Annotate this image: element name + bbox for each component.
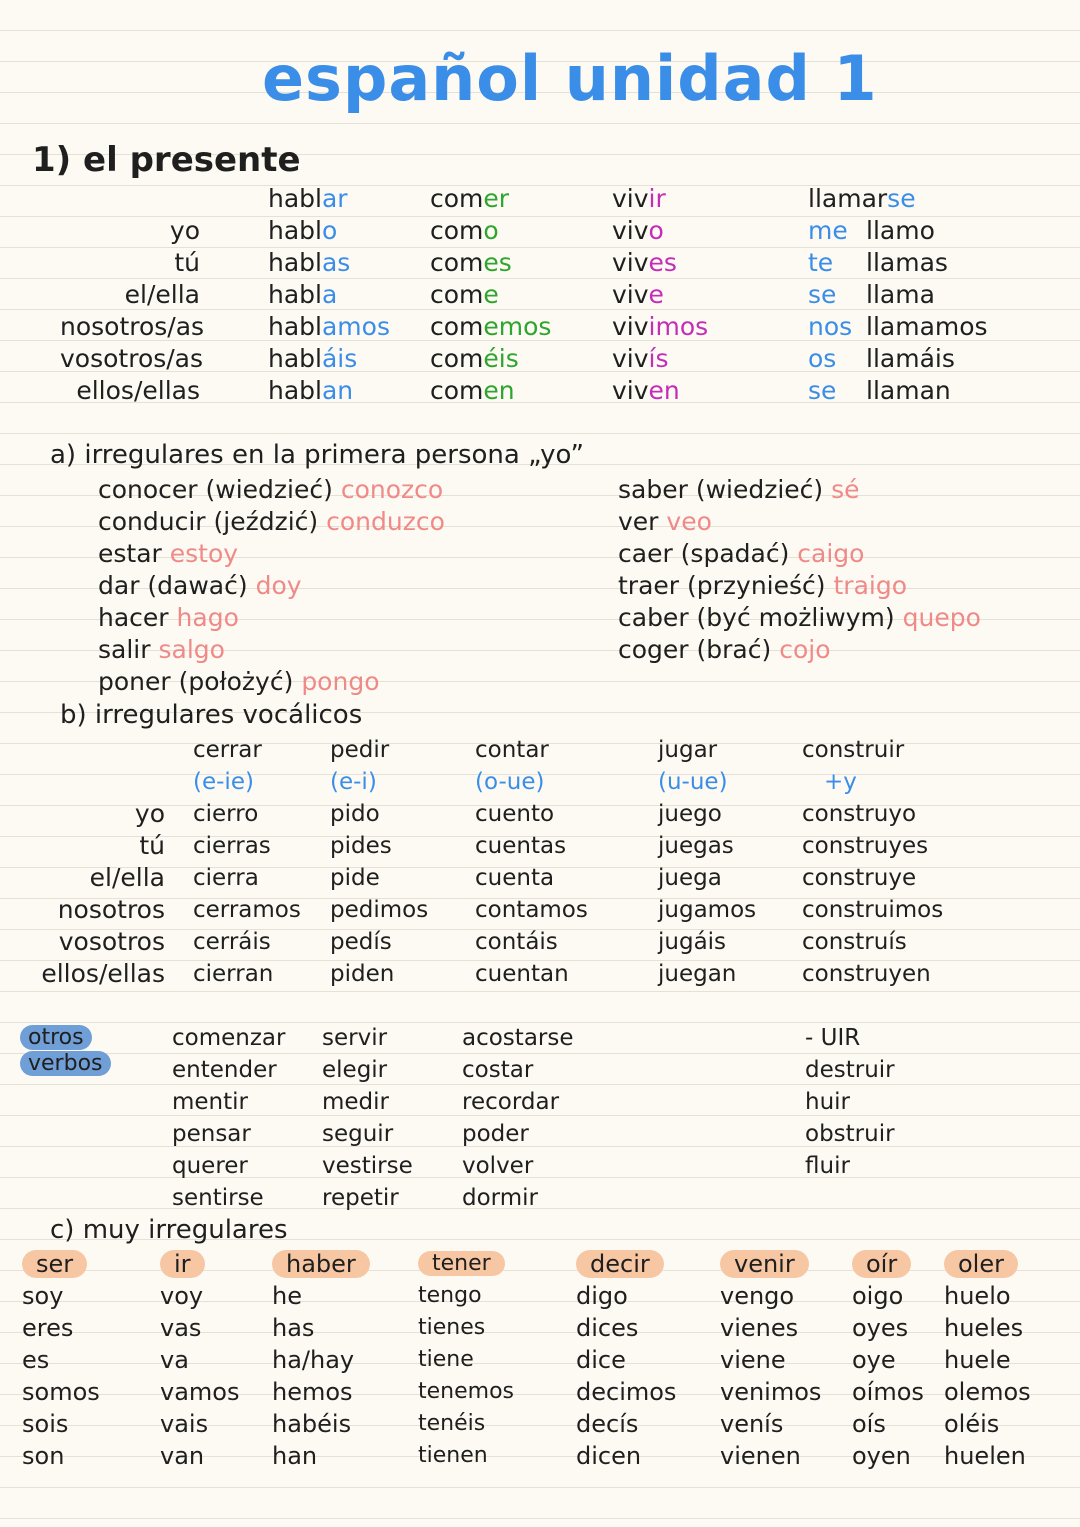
- form: [268, 215, 390, 247]
- text-item: oigo: [852, 1282, 904, 1310]
- text-item: cierras: [193, 833, 271, 859]
- form: [268, 375, 390, 407]
- text-item: llamas: [866, 248, 948, 277]
- text-item: eres: [22, 1314, 74, 1342]
- text-item: viv: [612, 280, 649, 309]
- text-item: poner (położyć): [98, 667, 294, 696]
- text-item: yo: [134, 799, 165, 828]
- form: [808, 215, 988, 247]
- form: [430, 375, 551, 407]
- verb-entry: [618, 570, 981, 602]
- text-item: ver: [618, 507, 659, 536]
- text-item: querer: [172, 1153, 248, 1179]
- text-item: cierra: [193, 865, 259, 891]
- text-item: otros: [20, 1025, 92, 1050]
- text-item: llaman: [866, 376, 951, 405]
- text-item: llamamos: [866, 312, 988, 341]
- text-item: construyen: [802, 961, 931, 987]
- text-item: se: [808, 376, 837, 405]
- text-item: tienen: [418, 1443, 488, 1468]
- text-item: haber: [272, 1250, 370, 1278]
- form: [808, 247, 988, 279]
- text-item: viv: [612, 248, 649, 277]
- verb-column-ir: [160, 1248, 239, 1472]
- form: [268, 247, 390, 279]
- form: [612, 279, 708, 311]
- text-item: hacer: [98, 603, 169, 632]
- text-item: decimos: [576, 1378, 677, 1406]
- text-item: estoy: [169, 539, 239, 568]
- pronoun: nosotros/as: [60, 312, 205, 341]
- text-item: salgo: [158, 635, 225, 664]
- text-item: medir: [322, 1089, 390, 1115]
- section-heading-muy-irregulares: c) muy irregulares: [50, 1215, 288, 1245]
- text-item: vienen: [720, 1442, 801, 1470]
- text-item: contamos: [475, 897, 588, 923]
- text-item: (u-ue): [658, 769, 728, 795]
- text-item: viene: [720, 1346, 786, 1374]
- infinitive: [268, 183, 390, 215]
- text-item: acostarse: [462, 1025, 574, 1051]
- text-item: com: [430, 312, 484, 341]
- text-item: viv: [612, 312, 649, 341]
- text-item: cerrar: [193, 737, 262, 763]
- infinitive: [430, 183, 551, 215]
- verb-entry: [618, 634, 981, 666]
- text-item: llamo: [866, 216, 935, 245]
- text-item: habl: [268, 184, 322, 213]
- text-item: tienes: [418, 1315, 486, 1340]
- text-item: dicen: [576, 1442, 642, 1470]
- text-item: tenemos: [418, 1379, 514, 1404]
- text-item: oímos: [852, 1378, 924, 1406]
- text-item: caer (spadać): [618, 539, 790, 568]
- verb-entry: [98, 570, 445, 602]
- text-item: emos: [483, 312, 552, 341]
- text-item: juega: [658, 865, 722, 891]
- text-item: construyes: [802, 833, 929, 859]
- text-item: construyo: [802, 801, 917, 827]
- verb-column-haber: [272, 1248, 370, 1472]
- form: [612, 311, 708, 343]
- infinitive: [808, 183, 988, 215]
- text-item: oye: [852, 1346, 896, 1374]
- text-item: conduzco: [326, 507, 445, 536]
- otros-col2: [322, 1022, 413, 1214]
- text-item: se: [887, 184, 916, 213]
- text-item: en: [648, 376, 680, 405]
- text-item: +y: [824, 769, 857, 795]
- text-item: volver: [462, 1153, 534, 1179]
- text-item: somos: [22, 1378, 100, 1406]
- text-item: cojo: [779, 635, 831, 664]
- text-item: a: [321, 280, 338, 309]
- text-item: llamáis: [866, 344, 955, 373]
- section-heading-vocalicos: b) irregulares vocálicos: [60, 700, 363, 730]
- text-item: traigo: [833, 571, 907, 600]
- verb-column-oir: [852, 1248, 924, 1472]
- text-item: decir: [576, 1250, 664, 1278]
- text-item: llamar: [808, 184, 888, 213]
- text-item: vamos: [160, 1378, 240, 1406]
- text-item: habl: [268, 344, 322, 373]
- form: [612, 375, 708, 407]
- text-item: cierro: [193, 801, 259, 827]
- text-item: fluir: [805, 1153, 850, 1179]
- text-item: se: [808, 280, 837, 309]
- text-item: vestirse: [322, 1153, 413, 1179]
- text-item: cuentan: [475, 961, 569, 987]
- text-item: el/ella: [89, 863, 165, 892]
- text-item: (e-i): [330, 769, 377, 795]
- text-item: servir: [322, 1025, 388, 1051]
- text-item: venís: [720, 1410, 784, 1438]
- otros-col1: [172, 1022, 285, 1214]
- verb-entry: [98, 506, 445, 538]
- text-item: vas: [160, 1314, 202, 1342]
- text-item: tú: [139, 831, 165, 860]
- text-item: vengo: [720, 1282, 795, 1310]
- verb-column-tener: [418, 1248, 514, 1472]
- text-item: áis: [321, 344, 358, 373]
- text-item: com: [430, 184, 484, 213]
- text-item: es: [648, 248, 677, 277]
- text-item: piden: [330, 961, 395, 987]
- text-item: sentirse: [172, 1185, 264, 1211]
- text-item: hago: [176, 603, 239, 632]
- verb-column-contar: [475, 734, 588, 990]
- text-item: poder: [462, 1121, 529, 1147]
- text-item: construye: [802, 865, 917, 891]
- verb-entry: [98, 666, 445, 698]
- text-item: jugar: [658, 737, 718, 763]
- text-item: son: [22, 1442, 65, 1470]
- text-item: com: [430, 344, 484, 373]
- form: [612, 215, 708, 247]
- text-item: verbos: [20, 1051, 111, 1076]
- verb-entry: [98, 602, 445, 634]
- text-item: sé: [831, 475, 860, 504]
- text-item: salir: [98, 635, 151, 664]
- text-item: habl: [268, 376, 322, 405]
- text-item: hueles: [944, 1314, 1024, 1342]
- pronoun: yo: [169, 216, 200, 245]
- text-item: tener: [418, 1251, 505, 1276]
- form: [430, 279, 551, 311]
- text-item: pensar: [172, 1121, 251, 1147]
- text-item: com: [430, 280, 484, 309]
- text-item: o: [321, 216, 338, 245]
- text-item: tengo: [418, 1283, 482, 1308]
- text-item: ar: [321, 184, 348, 213]
- otros-verbos-label: [20, 1025, 111, 1077]
- text-item: jugáis: [658, 929, 727, 955]
- text-item: viv: [612, 376, 649, 405]
- text-item: habl: [268, 280, 322, 309]
- form: [808, 311, 988, 343]
- verb-column-ser: [22, 1248, 100, 1472]
- section-heading-presente: 1) el presente: [32, 140, 301, 180]
- verb-column-decir: [576, 1248, 676, 1472]
- text-item: me: [808, 216, 848, 245]
- page-title: español unidad 1: [262, 42, 878, 115]
- text-item: pongo: [301, 667, 380, 696]
- text-item: contar: [475, 737, 549, 763]
- text-item: coger (brać): [618, 635, 772, 664]
- form: [430, 343, 551, 375]
- text-item: oléis: [944, 1410, 1000, 1438]
- text-item: recordar: [462, 1089, 560, 1115]
- verb-column-hablar: [268, 183, 390, 407]
- text-item: cuento: [475, 801, 555, 827]
- text-item: elegir: [322, 1057, 388, 1083]
- text-item: obstruir: [805, 1121, 895, 1147]
- text-item: contáis: [475, 929, 558, 955]
- text-item: seguir: [322, 1121, 394, 1147]
- text-item: oyes: [852, 1314, 909, 1342]
- verb-entry: [618, 506, 981, 538]
- text-item: com: [430, 376, 484, 405]
- text-item: ser: [22, 1250, 87, 1278]
- text-item: caigo: [797, 539, 865, 568]
- text-item: llama: [866, 280, 935, 309]
- text-item: caber (być możliwym): [618, 603, 895, 632]
- otros-col4: [805, 1022, 895, 1182]
- verb-entry: [618, 538, 981, 570]
- text-item: doy: [255, 571, 302, 600]
- text-item: juegas: [658, 833, 734, 859]
- text-item: digo: [576, 1282, 628, 1310]
- text-item: es: [483, 248, 512, 277]
- text-item: pedimos: [330, 897, 429, 923]
- text-item: te: [808, 248, 834, 277]
- text-item: estar: [98, 539, 162, 568]
- verb-column-vivir: [612, 183, 708, 407]
- text-item: venir: [720, 1250, 809, 1278]
- text-item: costar: [462, 1057, 534, 1083]
- text-item: - UIR: [805, 1025, 861, 1051]
- text-item: ir: [648, 184, 666, 213]
- text-item: huelo: [944, 1282, 1011, 1310]
- text-item: cierran: [193, 961, 274, 987]
- text-item: has: [272, 1314, 315, 1342]
- text-item: er: [483, 184, 510, 213]
- verb-entry: [618, 474, 981, 506]
- text-item: viv: [612, 344, 649, 373]
- text-item: comenzar: [172, 1025, 286, 1051]
- pronoun: ellos/ellas: [76, 376, 200, 405]
- verb-column-venir: [720, 1248, 821, 1472]
- text-item: (e-ie): [193, 769, 254, 795]
- text-item: conducir (jeździć): [98, 507, 319, 536]
- text-item: quepo: [902, 603, 981, 632]
- infinitive: [612, 183, 708, 215]
- text-item: veo: [666, 507, 712, 536]
- pronoun: vosotros/as: [60, 344, 204, 373]
- text-item: construimos: [802, 897, 944, 923]
- pronoun-column: [60, 215, 205, 407]
- text-item: pedir: [330, 737, 390, 763]
- form: [612, 343, 708, 375]
- text-item: cuentas: [475, 833, 567, 859]
- text-item: van: [160, 1442, 205, 1470]
- pronoun: el/ella: [124, 280, 200, 309]
- text-item: hemos: [272, 1378, 353, 1406]
- text-item: en: [483, 376, 515, 405]
- verb-column-cerrar: [193, 734, 301, 990]
- text-item: ellos/ellas: [41, 959, 165, 988]
- text-item: juego: [658, 801, 722, 827]
- verb-column-comer: [430, 183, 551, 407]
- form: [268, 279, 390, 311]
- text-item: amos: [321, 312, 390, 341]
- text-item: cerramos: [193, 897, 301, 923]
- text-item: dar (dawać): [98, 571, 248, 600]
- text-item: vienes: [720, 1314, 799, 1342]
- text-item: vais: [160, 1410, 209, 1438]
- text-item: com: [430, 216, 484, 245]
- text-item: an: [321, 376, 354, 405]
- form: [430, 247, 551, 279]
- text-item: cuenta: [475, 865, 555, 891]
- verb-entry: [98, 634, 445, 666]
- text-item: huele: [944, 1346, 1011, 1374]
- irregular-yo-left: [98, 474, 445, 698]
- form: [430, 215, 551, 247]
- text-item: e: [648, 280, 664, 309]
- text-item: ís: [648, 344, 669, 373]
- verb-entry: [618, 602, 981, 634]
- text-item: va: [160, 1346, 189, 1374]
- verb-entry: [98, 474, 445, 506]
- text-item: voy: [160, 1282, 204, 1310]
- text-item: juegan: [658, 961, 737, 987]
- form: [268, 343, 390, 375]
- text-item: huelen: [944, 1442, 1026, 1470]
- text-item: nos: [808, 312, 853, 341]
- text-item: conozco: [340, 475, 444, 504]
- text-item: o: [648, 216, 664, 245]
- text-item: com: [430, 248, 484, 277]
- text-item: dices: [576, 1314, 639, 1342]
- text-item: o: [483, 216, 499, 245]
- text-item: jugamos: [658, 897, 757, 923]
- text-item: ir: [160, 1250, 205, 1278]
- text-item: dormir: [462, 1185, 538, 1211]
- text-item: repetir: [322, 1185, 399, 1211]
- text-item: destruir: [805, 1057, 895, 1083]
- text-item: viv: [612, 216, 649, 245]
- text-item: pides: [330, 833, 392, 859]
- text-item: conocer (wiedzieć): [98, 475, 333, 504]
- form: [808, 279, 988, 311]
- text-item: pide: [330, 865, 380, 891]
- pronoun: tú: [174, 248, 200, 277]
- text-item: e: [483, 280, 499, 309]
- text-item: imos: [648, 312, 709, 341]
- text-item: oyen: [852, 1442, 911, 1470]
- text-item: soy: [22, 1282, 64, 1310]
- text-item: habéis: [272, 1410, 352, 1438]
- text-item: habl: [268, 248, 322, 277]
- irregular-yo-right: [618, 474, 981, 666]
- text-item: saber (wiedzieć): [618, 475, 824, 504]
- form: [808, 375, 988, 407]
- text-item: vosotros: [58, 927, 165, 956]
- pronoun-column-b: [30, 798, 165, 990]
- text-item: as: [321, 248, 351, 277]
- text-item: viv: [612, 184, 649, 213]
- verb-column-pedir: [330, 734, 428, 990]
- text-item: decís: [576, 1410, 639, 1438]
- text-item: nosotros: [57, 895, 165, 924]
- text-item: construís: [802, 929, 907, 955]
- verb-column-construir: [802, 734, 943, 990]
- text-item: oler: [944, 1250, 1018, 1278]
- text-item: (o-ue): [475, 769, 545, 795]
- text-item: dice: [576, 1346, 626, 1374]
- text-item: habl: [268, 312, 322, 341]
- text-item: construir: [802, 737, 905, 763]
- text-item: éis: [483, 344, 519, 373]
- text-item: es: [22, 1346, 50, 1374]
- text-item: han: [272, 1442, 318, 1470]
- form: [430, 311, 551, 343]
- verb-column-oler: [944, 1248, 1031, 1472]
- text-item: entender: [172, 1057, 277, 1083]
- text-item: pido: [330, 801, 380, 827]
- form: [808, 343, 988, 375]
- text-item: venimos: [720, 1378, 822, 1406]
- form: [268, 311, 390, 343]
- verb-column-jugar: [658, 734, 756, 990]
- text-item: cerráis: [193, 929, 271, 955]
- form: [612, 247, 708, 279]
- text-item: ha/hay: [272, 1346, 355, 1374]
- text-item: huir: [805, 1089, 851, 1115]
- text-item: oís: [852, 1410, 886, 1438]
- text-item: tiene: [418, 1347, 474, 1372]
- verb-entry: [98, 538, 445, 570]
- text-item: sois: [22, 1410, 69, 1438]
- text-item: olemos: [944, 1378, 1031, 1406]
- section-heading-irregulares-yo: a) irregulares en la primera persona „yo”: [50, 440, 584, 470]
- text-item: mentir: [172, 1089, 248, 1115]
- text-item: oír: [852, 1250, 911, 1278]
- text-item: he: [272, 1282, 302, 1310]
- text-item: pedís: [330, 929, 392, 955]
- text-item: traer (przynieść): [618, 571, 826, 600]
- text-item: tenéis: [418, 1411, 486, 1436]
- text-item: habl: [268, 216, 322, 245]
- otros-col3: [462, 1022, 574, 1214]
- text-item: os: [808, 344, 837, 373]
- verb-column-llamarse: [808, 183, 988, 407]
